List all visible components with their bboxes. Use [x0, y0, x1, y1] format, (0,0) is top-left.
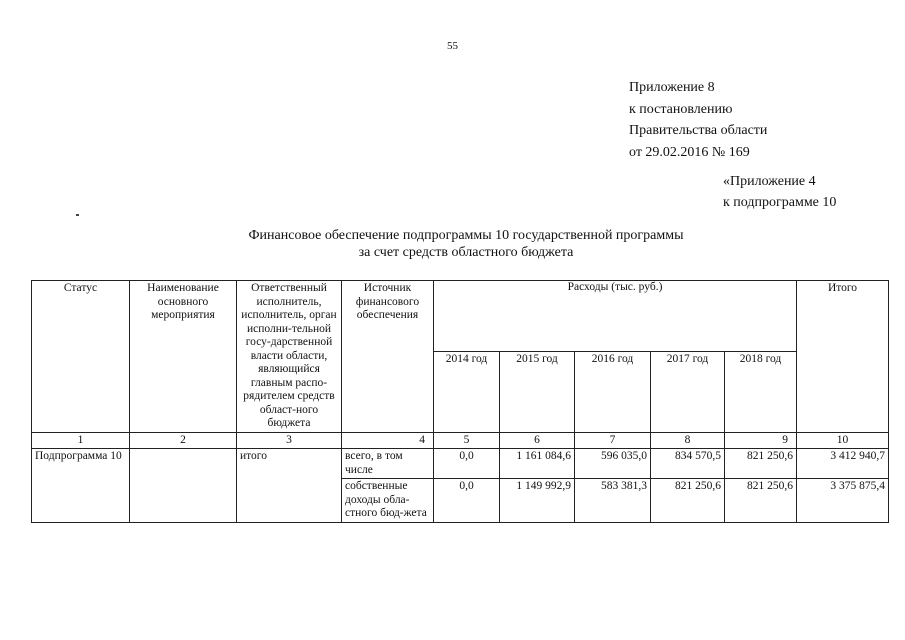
value-cell: 821 250,6 [725, 479, 797, 523]
column-number: 6 [500, 432, 575, 449]
sub-appendix-line: к подпрограмме 10 [723, 195, 837, 210]
value-cell: 596 035,0 [575, 449, 651, 479]
value-cell: 821 250,6 [725, 449, 797, 479]
column-number: 4 [342, 432, 434, 449]
header-expenses: Расходы (тыс. руб.) [434, 281, 797, 352]
sub-appendix-block [723, 171, 836, 213]
value-cell: 1 149 992,9 [500, 479, 575, 523]
column-number: 5 [434, 432, 500, 449]
title-line-1: Финансовое обеспечение подпрограммы 10 государственной программы [248, 228, 684, 243]
header-year: 2018 год [725, 351, 797, 432]
document-title [0, 227, 905, 261]
appendix-line: Правительства области [629, 123, 768, 138]
column-number: 9 [725, 432, 797, 449]
sub-appendix-line: «Приложение 4 [723, 174, 816, 189]
header-year: 2014 год [434, 351, 500, 432]
row-source: всего, в том числе [342, 449, 434, 479]
table-header-row [32, 281, 889, 352]
column-number: 7 [575, 432, 651, 449]
appendix-line: Приложение 8 [629, 80, 715, 95]
title-line-2: за счет средств областного бюджета [358, 245, 574, 260]
value-cell: 834 570,5 [651, 449, 725, 479]
header-source: Источник финансового обеспечения [342, 281, 434, 433]
total-cell: 3 412 940,7 [797, 449, 889, 479]
page-number: 55 [447, 40, 458, 52]
column-number: 10 [797, 432, 889, 449]
header-year: 2015 год [500, 351, 575, 432]
column-number: 8 [651, 432, 725, 449]
column-number: 1 [32, 432, 130, 449]
header-year: 2016 год [575, 351, 651, 432]
column-number: 3 [237, 432, 342, 449]
header-year: 2017 год [651, 351, 725, 432]
value-cell: 1 161 084,6 [500, 449, 575, 479]
value-cell: 0,0 [434, 449, 500, 479]
column-number-row [32, 432, 889, 449]
appendix-block [629, 77, 767, 163]
header-measure: Наименование основного мероприятия [130, 281, 237, 433]
table-row [32, 449, 889, 479]
appendix-line: к постановлению [629, 101, 733, 117]
row-status: Подпрограмма 10 [32, 449, 130, 523]
row-source: собственные доходы обла-стного бюд-жета [342, 479, 434, 523]
value-cell: 583 381,3 [575, 479, 651, 523]
appendix-line: от 29.02.2016 № 169 [629, 144, 750, 160]
header-executor: Ответственный исполнитель, исполнитель, орган исполни-тельной госу-дарственной власти области, являющийся главным распо-рядителем средств област-ного бюджета [237, 281, 342, 433]
value-cell: 821 250,6 [651, 479, 725, 523]
scan-speck [76, 214, 79, 216]
row-measure [130, 449, 237, 523]
total-cell: 3 375 875,4 [797, 479, 889, 523]
value-cell: 0,0 [434, 479, 500, 523]
header-total: Итого [797, 281, 889, 433]
column-number: 2 [130, 432, 237, 449]
header-status: Статус [32, 281, 130, 433]
budget-table [31, 280, 889, 523]
row-executor: итого [237, 449, 342, 523]
